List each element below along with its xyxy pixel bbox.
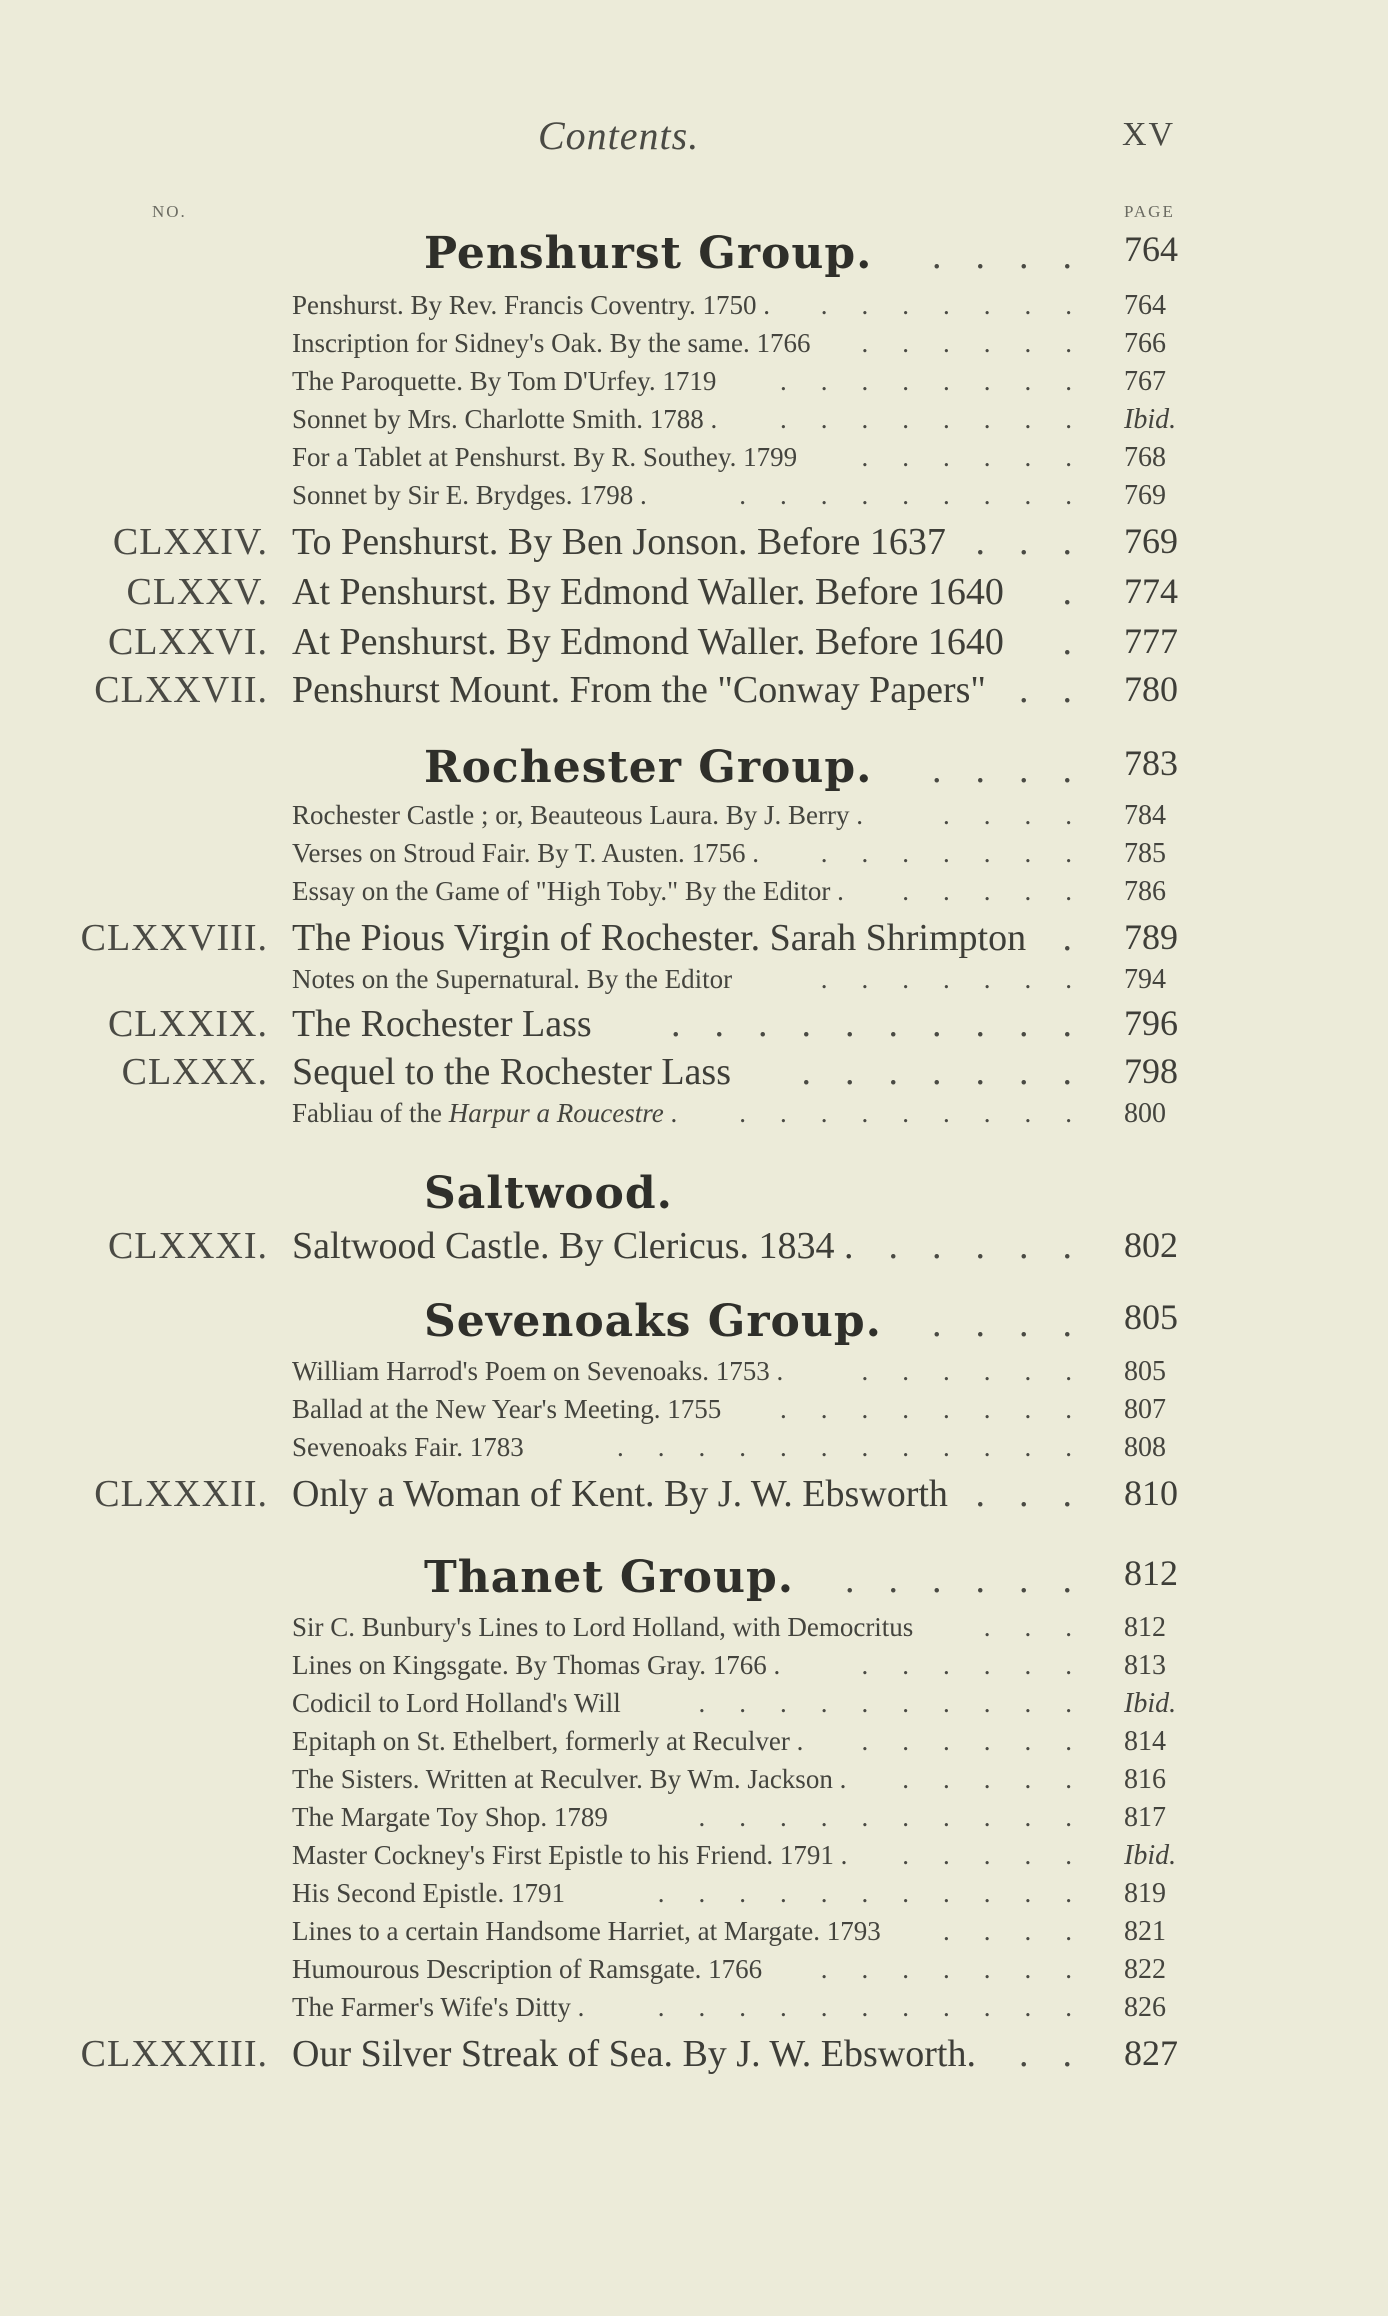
page-number: 789 bbox=[1124, 917, 1178, 957]
entry-title: The Sisters. Written at Reculver. By Wm. Jackson . bbox=[292, 1764, 847, 1794]
group-title: Penshurst Group. bbox=[424, 228, 873, 279]
entry-number: CLXXXII. bbox=[94, 1473, 268, 1515]
entry-title: Penshurst. By Rev. Francis Coventry. 1750 . bbox=[292, 290, 770, 320]
entry-title: For a Tablet at Penshurst. By R. Southey. 1799 bbox=[292, 442, 798, 472]
entry-title: Only a Woman of Kent. By J. W. Ebsworth bbox=[292, 1473, 948, 1515]
leader-dots: ...... bbox=[861, 1726, 1106, 1756]
page-number: 783 bbox=[1124, 743, 1178, 783]
entry-number: CLXXIX. bbox=[107, 1003, 268, 1045]
page-number: 822 bbox=[1124, 1954, 1166, 1985]
page-number: Ibid. bbox=[1124, 1840, 1177, 1871]
entry-title: Our Silver Streak of Sea. By J. W. Ebsworth. bbox=[292, 2033, 976, 2075]
entry-title: His Second Epistle. 1791 bbox=[292, 1878, 565, 1908]
entry-title: Saltwood Castle. By Clericus. 1834 . bbox=[292, 1225, 854, 1267]
entry-title: Inscription for Sidney's Oak. By the same. 1766 bbox=[292, 328, 811, 358]
page-number: 812 bbox=[1124, 1612, 1166, 1643]
page-number: 768 bbox=[1124, 442, 1166, 473]
entry-title: Master Cockney's First Epistle to his Friend. 1791 . bbox=[292, 1840, 848, 1870]
leader-dots: .......... bbox=[671, 1003, 1106, 1045]
leader-dots: .. bbox=[1019, 669, 1106, 711]
page-number: 819 bbox=[1124, 1878, 1166, 1909]
entry-title: Humourous Description of Ramsgate. 1766 bbox=[292, 1954, 763, 1984]
page-number: 808 bbox=[1124, 1432, 1166, 1463]
entry-title: At Penshurst. By Edmond Waller. Before 1640 bbox=[292, 621, 1004, 663]
page-number: 816 bbox=[1124, 1764, 1166, 1795]
group-title: Rochester Group. bbox=[424, 742, 873, 793]
page-number: 807 bbox=[1124, 1394, 1166, 1425]
page-number: 800 bbox=[1124, 1098, 1166, 1129]
entry-title: Sir C. Bunbury's Lines to Lord Holland, with Democritus bbox=[292, 1612, 914, 1642]
entry-number: CLXXX. bbox=[121, 1051, 268, 1093]
page-number: 769 bbox=[1124, 480, 1166, 511]
entry-number: CLXXXI. bbox=[107, 1225, 268, 1267]
leader-dots: ... bbox=[975, 521, 1106, 563]
entry-title: The Rochester Lass bbox=[292, 1003, 592, 1045]
group-title: Thanet Group. bbox=[424, 1552, 795, 1603]
leader-dots: ..... bbox=[902, 1764, 1106, 1794]
page-number: 805 bbox=[1124, 1297, 1178, 1337]
leader-dots: .... bbox=[932, 749, 1106, 791]
page-number: 767 bbox=[1124, 366, 1166, 397]
entry-title: The Paroquette. By Tom D'Urfey. 1719 bbox=[292, 366, 717, 396]
entry-title: The Pious Virgin of Rochester. Sarah Shrimpton bbox=[292, 917, 1027, 959]
page-number: 826 bbox=[1124, 1992, 1166, 2023]
page-title: Contents. bbox=[538, 113, 700, 158]
leader-dots: .......... bbox=[698, 1688, 1106, 1718]
entry-title: To Penshurst. By Ben Jonson. Before 1637 bbox=[292, 521, 946, 563]
leader-dots: . bbox=[1062, 621, 1106, 663]
leader-dots: ....... bbox=[820, 964, 1106, 994]
leader-dots: ........ bbox=[780, 1394, 1106, 1424]
entry-title: At Penshurst. By Edmond Waller. Before 1640 bbox=[292, 571, 1004, 613]
leader-dots: ...... bbox=[861, 1650, 1106, 1680]
page-number: 821 bbox=[1124, 1916, 1166, 1947]
page-number: 777 bbox=[1124, 621, 1178, 661]
page-number: 812 bbox=[1124, 1553, 1178, 1593]
column-head-no: NO. bbox=[152, 202, 187, 221]
leader-dots: ... bbox=[983, 1612, 1106, 1642]
page-number: Ibid. bbox=[1124, 1688, 1177, 1719]
leader-dots: ..... bbox=[902, 1840, 1106, 1870]
leader-dots: ........ bbox=[780, 366, 1106, 396]
entry-number: CLXXXIII. bbox=[80, 2033, 268, 2075]
entry-title: Epitaph on St. Ethelbert, formerly at Reculver . bbox=[292, 1726, 804, 1756]
leader-dots: ....... bbox=[820, 1954, 1106, 1984]
entry-title: William Harrod's Poem on Sevenoaks. 1753 . bbox=[292, 1356, 784, 1386]
entry-title: Penshurst Mount. From the "Conway Papers" bbox=[292, 669, 986, 711]
leader-dots: .... bbox=[943, 1916, 1106, 1946]
entry-title: Codicil to Lord Holland's Will bbox=[292, 1688, 621, 1718]
page-number: 827 bbox=[1124, 2033, 1178, 2073]
leader-dots: ....... bbox=[820, 838, 1106, 868]
page-number: 794 bbox=[1124, 964, 1166, 995]
page-number: 796 bbox=[1124, 1003, 1178, 1043]
leader-dots: ....... bbox=[801, 1051, 1106, 1093]
page-number: 766 bbox=[1124, 328, 1166, 359]
leader-dots: ...... bbox=[861, 1356, 1106, 1386]
entry-number: CLXXIV. bbox=[112, 521, 268, 563]
leader-dots: ..... bbox=[888, 1225, 1106, 1267]
entry-number: CLXXV. bbox=[126, 571, 268, 613]
entry-number: CLXXVIII. bbox=[80, 917, 268, 959]
leader-dots: ...... bbox=[845, 1559, 1106, 1601]
page-number: 786 bbox=[1124, 876, 1166, 907]
entry-title: Sonnet by Sir E. Brydges. 1798 . bbox=[292, 480, 647, 510]
entry-number: CLXXVI. bbox=[107, 621, 268, 663]
page-number: 784 bbox=[1124, 800, 1166, 831]
entry-title: Sevenoaks Fair. 1783 bbox=[292, 1432, 524, 1462]
page-number: 802 bbox=[1124, 1225, 1178, 1265]
entry-title: Lines to a certain Handsome Harriet, at Margate. 1793 bbox=[292, 1916, 881, 1946]
leader-dots: ... bbox=[975, 1473, 1106, 1515]
leader-dots: ..... bbox=[902, 876, 1106, 906]
leader-dots: ........... bbox=[657, 1992, 1106, 2022]
entry-title: Essay on the Game of "High Toby." By the Editor . bbox=[292, 876, 844, 906]
column-head-page: PAGE bbox=[1124, 202, 1175, 221]
leader-dots: ...... bbox=[861, 442, 1106, 472]
page-number: 780 bbox=[1124, 669, 1178, 709]
entry-title: The Margate Toy Shop. 1789 bbox=[292, 1802, 608, 1832]
page-number: 810 bbox=[1124, 1473, 1178, 1513]
page-number: 769 bbox=[1124, 521, 1178, 561]
leader-dots: ....... bbox=[820, 290, 1106, 320]
leader-dots: .. bbox=[1019, 2033, 1106, 2075]
entry-title: The Farmer's Wife's Ditty . bbox=[292, 1992, 585, 2022]
page-number: 764 bbox=[1124, 229, 1178, 269]
leader-dots: ...... bbox=[861, 328, 1106, 358]
leader-dots: ............ bbox=[617, 1432, 1106, 1462]
group-title: Sevenoaks Group. bbox=[424, 1296, 882, 1347]
leader-dots: ........... bbox=[657, 1878, 1106, 1908]
entry-title: Verses on Stroud Fair. By T. Austen. 1756 . bbox=[292, 838, 760, 868]
entry-title: Sequel to the Rochester Lass bbox=[292, 1051, 732, 1093]
page-number: Ibid. bbox=[1124, 404, 1177, 435]
page-number: 798 bbox=[1124, 1051, 1178, 1091]
leader-dots: . bbox=[1062, 917, 1106, 959]
entry-number: CLXXVII. bbox=[94, 669, 268, 711]
page-number: 814 bbox=[1124, 1726, 1166, 1757]
entry-title: Sonnet by Mrs. Charlotte Smith. 1788 . bbox=[292, 404, 718, 434]
roman-page-number: XV bbox=[1122, 116, 1176, 153]
page-number: 813 bbox=[1124, 1650, 1166, 1681]
page-number: 774 bbox=[1124, 571, 1178, 611]
page-number: 785 bbox=[1124, 838, 1166, 869]
page-number: 764 bbox=[1124, 290, 1166, 321]
leader-dots: ......... bbox=[739, 1098, 1106, 1128]
group-title: Saltwood. bbox=[424, 1168, 673, 1219]
leader-dots: . bbox=[1062, 571, 1106, 613]
leader-dots: .... bbox=[943, 800, 1106, 830]
leader-dots: .... bbox=[932, 1303, 1106, 1345]
entry-title: Notes on the Supernatural. By the Editor bbox=[292, 964, 733, 994]
entry-title: Ballad at the New Year's Meeting. 1755 bbox=[292, 1394, 722, 1424]
leader-dots: .......... bbox=[698, 1802, 1106, 1832]
leader-dots: ........ bbox=[780, 404, 1106, 434]
entry-title: Fabliau of the Harpur a Roucestre . bbox=[292, 1098, 678, 1128]
leader-dots: .... bbox=[932, 235, 1106, 277]
page-number: 817 bbox=[1124, 1802, 1166, 1833]
entry-title: Lines on Kingsgate. By Thomas Gray. 1766 . bbox=[292, 1650, 781, 1680]
page-number: 805 bbox=[1124, 1356, 1166, 1387]
leader-dots: ......... bbox=[739, 480, 1106, 510]
entry-title: Rochester Castle ; or, Beauteous Laura. By J. Berry . bbox=[292, 800, 864, 830]
page-header bbox=[0, 112, 1388, 172]
